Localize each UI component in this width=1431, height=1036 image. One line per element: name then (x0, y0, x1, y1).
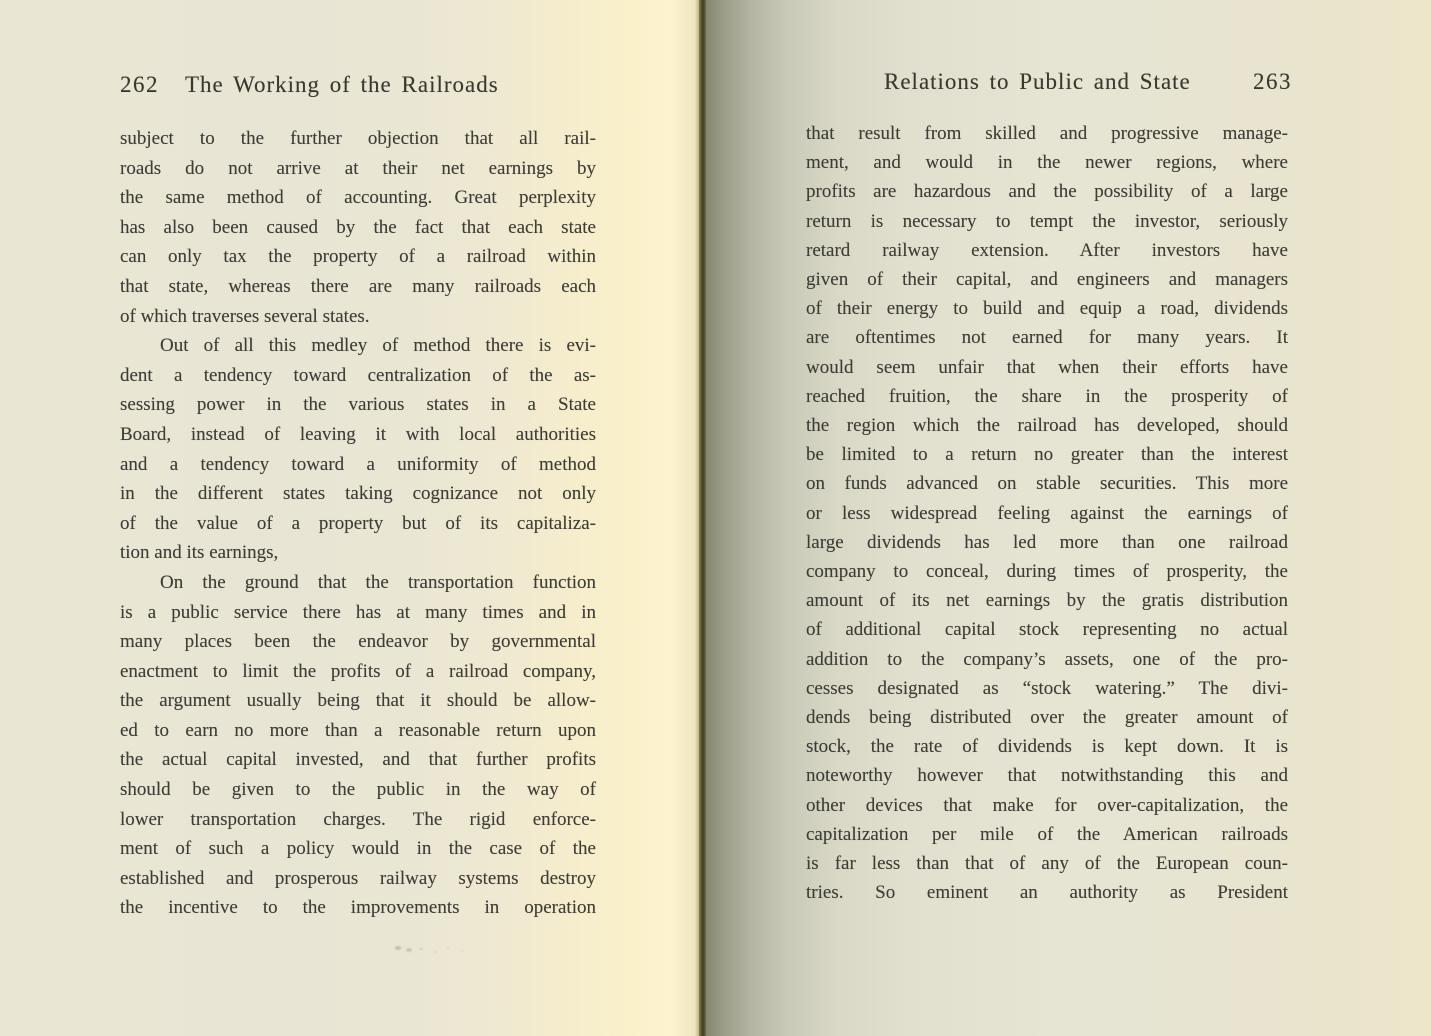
text-line: On the ground that the transportation function (160, 571, 596, 593)
left-running-header (120, 72, 596, 98)
left-page-number: 262 (120, 72, 159, 97)
text-line: the incentive to the improvements in operation (120, 897, 596, 919)
right-page-number: 263 (1253, 69, 1292, 94)
text-line: that state, whereas there are many railroads each (120, 275, 596, 297)
text-line: capitalization per mile of the American railroads (806, 823, 1288, 845)
text-line: on funds advanced on stable securities. This more (806, 473, 1288, 495)
text-line: large dividends has led more than one railroad (806, 531, 1288, 553)
text-line: tries. So eminent an authority as President (806, 882, 1288, 904)
text-line: stock, the rate of dividends is kept down. It is (806, 736, 1288, 758)
book-gutter (699, 0, 706, 1036)
text-line: ed to earn no more than a reasonable return upon (120, 719, 596, 741)
text-line: of additional capital stock representing no actual (806, 619, 1288, 641)
text-line: sessing power in the various states in a State (120, 394, 596, 416)
text-line: profits are hazardous and the possibility of a large (806, 181, 1288, 203)
right-page-body (806, 119, 1288, 907)
text-line: reached fruition, the share in the prosperity of (806, 385, 1288, 407)
text-line: would seem unfair that when their efforts have (806, 356, 1288, 378)
text-line: subject to the further objection that all rail- (120, 128, 596, 149)
text-line: is far less than that of any of the European coun- (806, 853, 1288, 875)
text-line: Out of all this medley of method there is evi- (160, 335, 596, 357)
text-line: and a tendency toward a uniformity of method (120, 453, 596, 475)
text-line: cesses designated as “stock watering.” The divi- (806, 677, 1288, 699)
text-line: the region which the railroad has developed, should (806, 415, 1288, 437)
text-line: should be given to the public in the way of (120, 779, 596, 801)
text-line: given of their capital, and engineers and managers (806, 269, 1288, 291)
text-line: return is necessary to tempt the investor, seriously (806, 210, 1288, 232)
text-line: the argument usually being that it should be allow- (120, 690, 596, 712)
text-line: tion and its earnings, (120, 542, 279, 564)
text-line: company to conceal, during times of prosperity, the (806, 561, 1288, 583)
text-line: dent a tendency toward centralization of the as- (120, 364, 596, 386)
left-running-title: The Working of the Railroads (185, 72, 499, 97)
text-line: noteworthy however that notwithstanding this and (806, 765, 1288, 787)
text-line: roads do not arrive at their net earnings by (120, 157, 596, 179)
right-running-header (806, 69, 1292, 95)
text-line: in the different states taking cognizance not only (120, 483, 596, 505)
text-line: or less widespread feeling against the earnings of (806, 502, 1288, 524)
text-line: retard railway extension. After investors have (806, 239, 1288, 261)
text-line: has also been caused by the fact that each state (120, 216, 596, 238)
text-line: of their energy to build and equip a road, dividends (806, 298, 1288, 320)
text-line: of the value of a property but of its capitaliza- (120, 512, 596, 534)
left-page-body (120, 124, 596, 923)
text-line: established and prosperous railway systems destroy (120, 867, 596, 889)
text-line: ment of such a policy would in the case of the (120, 838, 596, 860)
text-line: ment, and would in the newer regions, where (806, 152, 1288, 174)
text-line: amount of its net earnings by the gratis distribution (806, 590, 1288, 612)
text-line: the actual capital invested, and that further profits (120, 749, 596, 771)
text-line: of which traverses several states. (120, 305, 370, 327)
text-line: are oftentimes not earned for many years. It (806, 327, 1288, 349)
text-line: other devices that make for over-capitalization, the (806, 794, 1288, 816)
text-line: can only tax the property of a railroad within (120, 246, 596, 268)
text-line: enactment to limit the profits of a railroad company, (120, 660, 596, 682)
text-line: lower transportation charges. The rigid enforce- (120, 808, 596, 830)
text-line: Board, instead of leaving it with local authorities (120, 423, 596, 445)
text-line: is a public service there has at many times and in (120, 601, 596, 623)
text-line: many places been the endeavor by governmental (120, 631, 596, 653)
right-running-title: Relations to Public and State (884, 69, 1191, 94)
text-line: the same method of accounting. Great perplexity (120, 187, 596, 209)
text-line: addition to the company’s assets, one of the pro- (806, 648, 1288, 670)
text-line: that result from skilled and progressive manage- (806, 123, 1288, 144)
text-line: dends being distributed over the greater amount of (806, 707, 1288, 729)
text-line: be limited to a return no greater than the interest (806, 444, 1288, 466)
